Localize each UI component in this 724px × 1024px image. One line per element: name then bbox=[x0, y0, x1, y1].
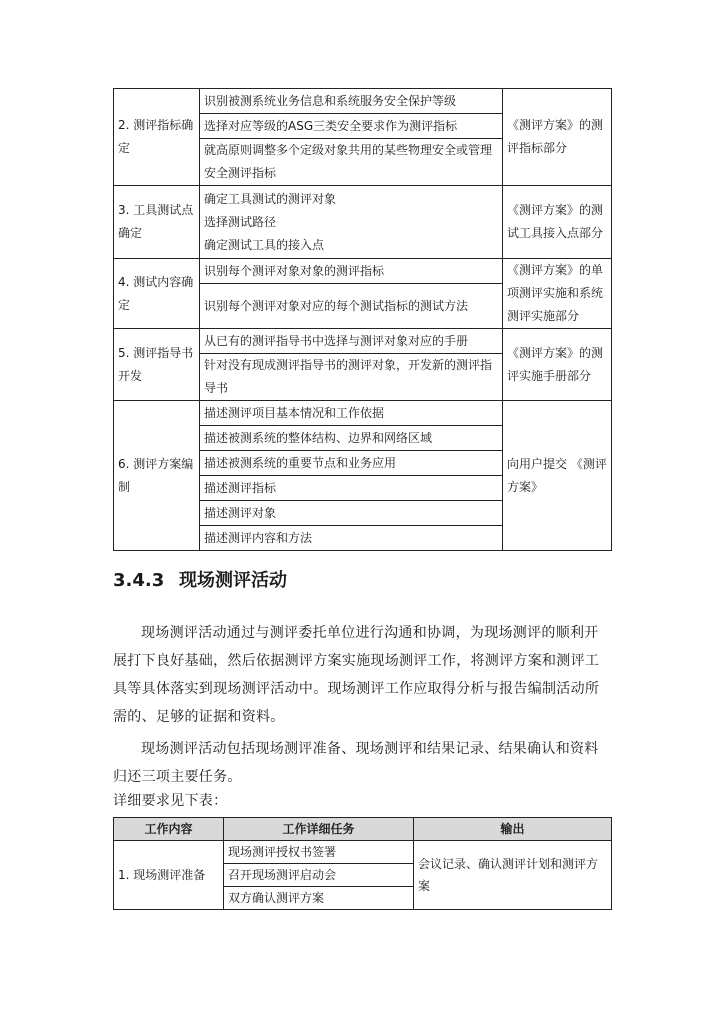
task-cell: 选择对应等级的ASG三类安全要求作为测评指标 bbox=[200, 114, 503, 139]
table-row bbox=[114, 401, 612, 426]
column-header: 工作详细任务 bbox=[224, 818, 414, 841]
section-heading bbox=[113, 567, 287, 595]
work-content-cell: 2. 测评指标确定 bbox=[114, 89, 200, 186]
onsite-activity-table bbox=[113, 817, 612, 910]
table-row bbox=[114, 186, 612, 259]
task-cell: 描述测评内容和方法 bbox=[200, 526, 503, 551]
work-content-cell: 3. 工具测试点确定 bbox=[114, 186, 200, 259]
task-cell: 描述被测系统的整体结构、边界和网络区域 bbox=[200, 426, 503, 451]
column-header: 工作内容 bbox=[114, 818, 224, 841]
output-cell: 《测评方案》的测评实施手册部分 bbox=[503, 329, 612, 401]
work-content-cell: 1. 现场测评准备 bbox=[114, 841, 224, 910]
plan-activity-table bbox=[113, 88, 612, 551]
output-cell: 《测评方案》的测试工具接入点部分 bbox=[503, 186, 612, 259]
output-cell: 向用户提交 《测评方案》 bbox=[503, 401, 612, 551]
task-cell: 识别每个测评对象对象的测评指标 bbox=[200, 259, 503, 284]
task-cell: 针对没有现成测评指导书的测评对象，开发新的测评指导书 bbox=[200, 354, 503, 401]
task-cell: 识别每个测评对象对应的每个测试指标的测试方法 bbox=[200, 284, 503, 329]
task-cell: 识别被测系统业务信息和系统服务安全保护等级 bbox=[200, 89, 503, 114]
table-header-row bbox=[114, 818, 612, 841]
table-row bbox=[114, 329, 612, 354]
task-cell: 描述被测系统的重要节点和业务应用 bbox=[200, 451, 503, 476]
task-cell: 就高原则调整多个定级对象共用的某些物理安全或管理安全测评指标 bbox=[200, 139, 503, 186]
task-cell: 描述测评对象 bbox=[200, 501, 503, 526]
column-header: 输出 bbox=[414, 818, 612, 841]
task-cell: 现场测评授权书签署 bbox=[224, 841, 414, 864]
task-cell: 确定工具测试的测评对象 选择测试路径 确定测试工具的接入点 bbox=[200, 186, 503, 259]
body-paragraph: 现场测评活动包括现场测评准备、现场测评和结果记录、结果确认和资料归还三项主要任务。 bbox=[113, 741, 599, 785]
section-number: 3.4.3 bbox=[113, 570, 165, 591]
task-cell: 描述测评指标 bbox=[200, 476, 503, 501]
task-cell: 从已有的测评指导书中选择与测评对象对应的手册 bbox=[200, 329, 503, 354]
output-cell: 会议记录、确认测评计划和测评方案 bbox=[414, 841, 612, 910]
task-cell: 双方确认测评方案 bbox=[224, 887, 414, 910]
work-content-cell: 6. 测评方案编制 bbox=[114, 401, 200, 551]
task-cell: 召开现场测评启动会 bbox=[224, 864, 414, 887]
output-cell: 《测评方案》的测评指标部分 bbox=[503, 89, 612, 186]
task-cell: 描述测评项目基本情况和工作依据 bbox=[200, 401, 503, 426]
output-cell: 《测评方案》的单项测评实施和系统测评实施部分 bbox=[503, 259, 612, 329]
table-row bbox=[114, 841, 612, 864]
work-content-cell: 4. 测试内容确定 bbox=[114, 259, 200, 329]
section-title: 现场测评活动 bbox=[179, 570, 287, 591]
table-row bbox=[114, 259, 612, 284]
work-content-cell: 5. 测评指导书开发 bbox=[114, 329, 200, 401]
table-row bbox=[114, 89, 612, 114]
table-intro-text: 详细要求见下表： bbox=[113, 793, 228, 809]
body-paragraph: 现场测评活动通过与测评委托单位进行沟通和协调，为现场测评的顺利开展打下良好基础，然后依据测评方案实施现场测评工作，将测评方案和测评工具等具体落实到现场测评活动中。现场测评工作应取得分析与报告编制活动所需的、足够的证据和资料。 bbox=[113, 625, 600, 725]
